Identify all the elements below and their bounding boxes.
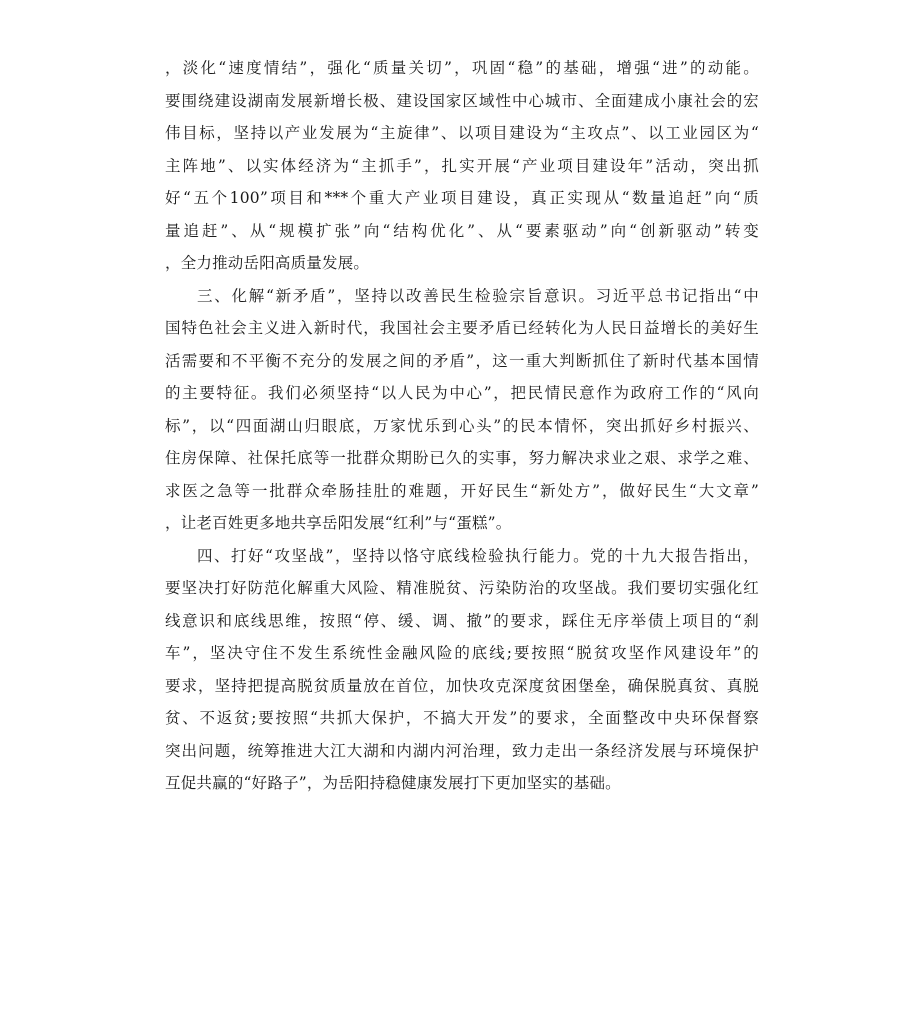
text-line: 四、打好“攻坚战”，坚持以恪守底线检验执行能力。党的十九大报告指出， (197, 546, 759, 565)
text-line: 标”，以“四面湖山归眼底，万家忧乐到心头”的民本情怀，突出抓好乡村振兴、 (165, 416, 759, 435)
text-line: ，全力推动岳阳高质量发展。 (165, 254, 370, 272)
text-line: 求医之急等一批群众牵肠挂肚的难题，开好民生“新处方”，做好民生“大文章” (165, 481, 759, 500)
text-line: 国特色社会主义进入新时代，我国社会主要矛盾已经转化为人民日益增长的美好生 (165, 319, 759, 337)
text-line: 伟目标，坚持以产业发展为“主旋律”、以项目建设为“主攻点”、以工业园区为“ (165, 124, 759, 142)
text-line: 要坚决打好防范化解重大风险、精准脱贫、污染防治的攻坚战。我们要切实强化红 (165, 579, 759, 597)
text-line: 线意识和底线思维，按照“停、缓、调、撤”的要求，踩住无序举债上项目的“刹 (165, 611, 759, 630)
text-line: 住房保障、社保托底等一批群众期盼已久的实事，努力解决求业之艰、求学之难、 (165, 449, 759, 467)
text-line: 要围绕建设湖南发展新增长极、建设国家区域性中心城市、全面建成小康社会的宏 (165, 91, 759, 110)
paragraph-intro-continued (165, 52, 759, 280)
text-line: 好“五个100”项目和***个重大产业项目建设，真正实现从“数量追赶”向“质 (165, 189, 759, 207)
text-line: 贫、不返贫;要按照“共抓大保护，不搞大开发”的要求，全面整改中央环保督察 (165, 709, 759, 727)
text-line: ，淡化“速度情结”，强化“质量关切”，巩固“稳”的基础，增强“进”的动能。 (165, 59, 759, 77)
paragraph-four (165, 540, 759, 800)
text-line: 的主要特征。我们必须坚持“以人民为中心”，把民情民意作为政府工作的“风向 (165, 384, 759, 402)
paragraph-three (165, 280, 759, 540)
text-line: ，让老百姓更多地共享岳阳发展“红利”与“蛋糕”。 (165, 514, 512, 532)
text-line: 突出问题，统筹推进大江大湖和内湖内河治理，致力走出一条经济发展与环境保护 (165, 741, 759, 760)
text-line: 互促共赢的“好路子”，为岳阳持稳健康发展打下更加坚实的基础。 (165, 774, 621, 792)
text-line: 量追赶”、从“规模扩张”向“结构优化”、从“要素驱动”向“创新驱动”转变 (165, 221, 759, 240)
document-body (165, 52, 759, 800)
text-line: 要求，坚持把提高脱贫质量放在首位，加快攻克深度贫困堡垒，确保脱真贫、真脱 (165, 676, 759, 695)
text-line: 车”，坚决守住不发生系统性金融风险的底线;要按照“脱贫攻坚作风建设年”的 (165, 644, 759, 662)
text-line: 主阵地”、以实体经济为“主抓手”，扎实开展“产业项目建设年”活动，突出抓 (165, 156, 759, 175)
text-line: 活需要和不平衡不充分的发展之间的矛盾”，这一重大判断抓住了新时代基本国情 (165, 351, 759, 370)
text-line: 三、化解“新矛盾”，坚持以改善民生检验宗旨意识。习近平总书记指出“中 (197, 286, 759, 305)
